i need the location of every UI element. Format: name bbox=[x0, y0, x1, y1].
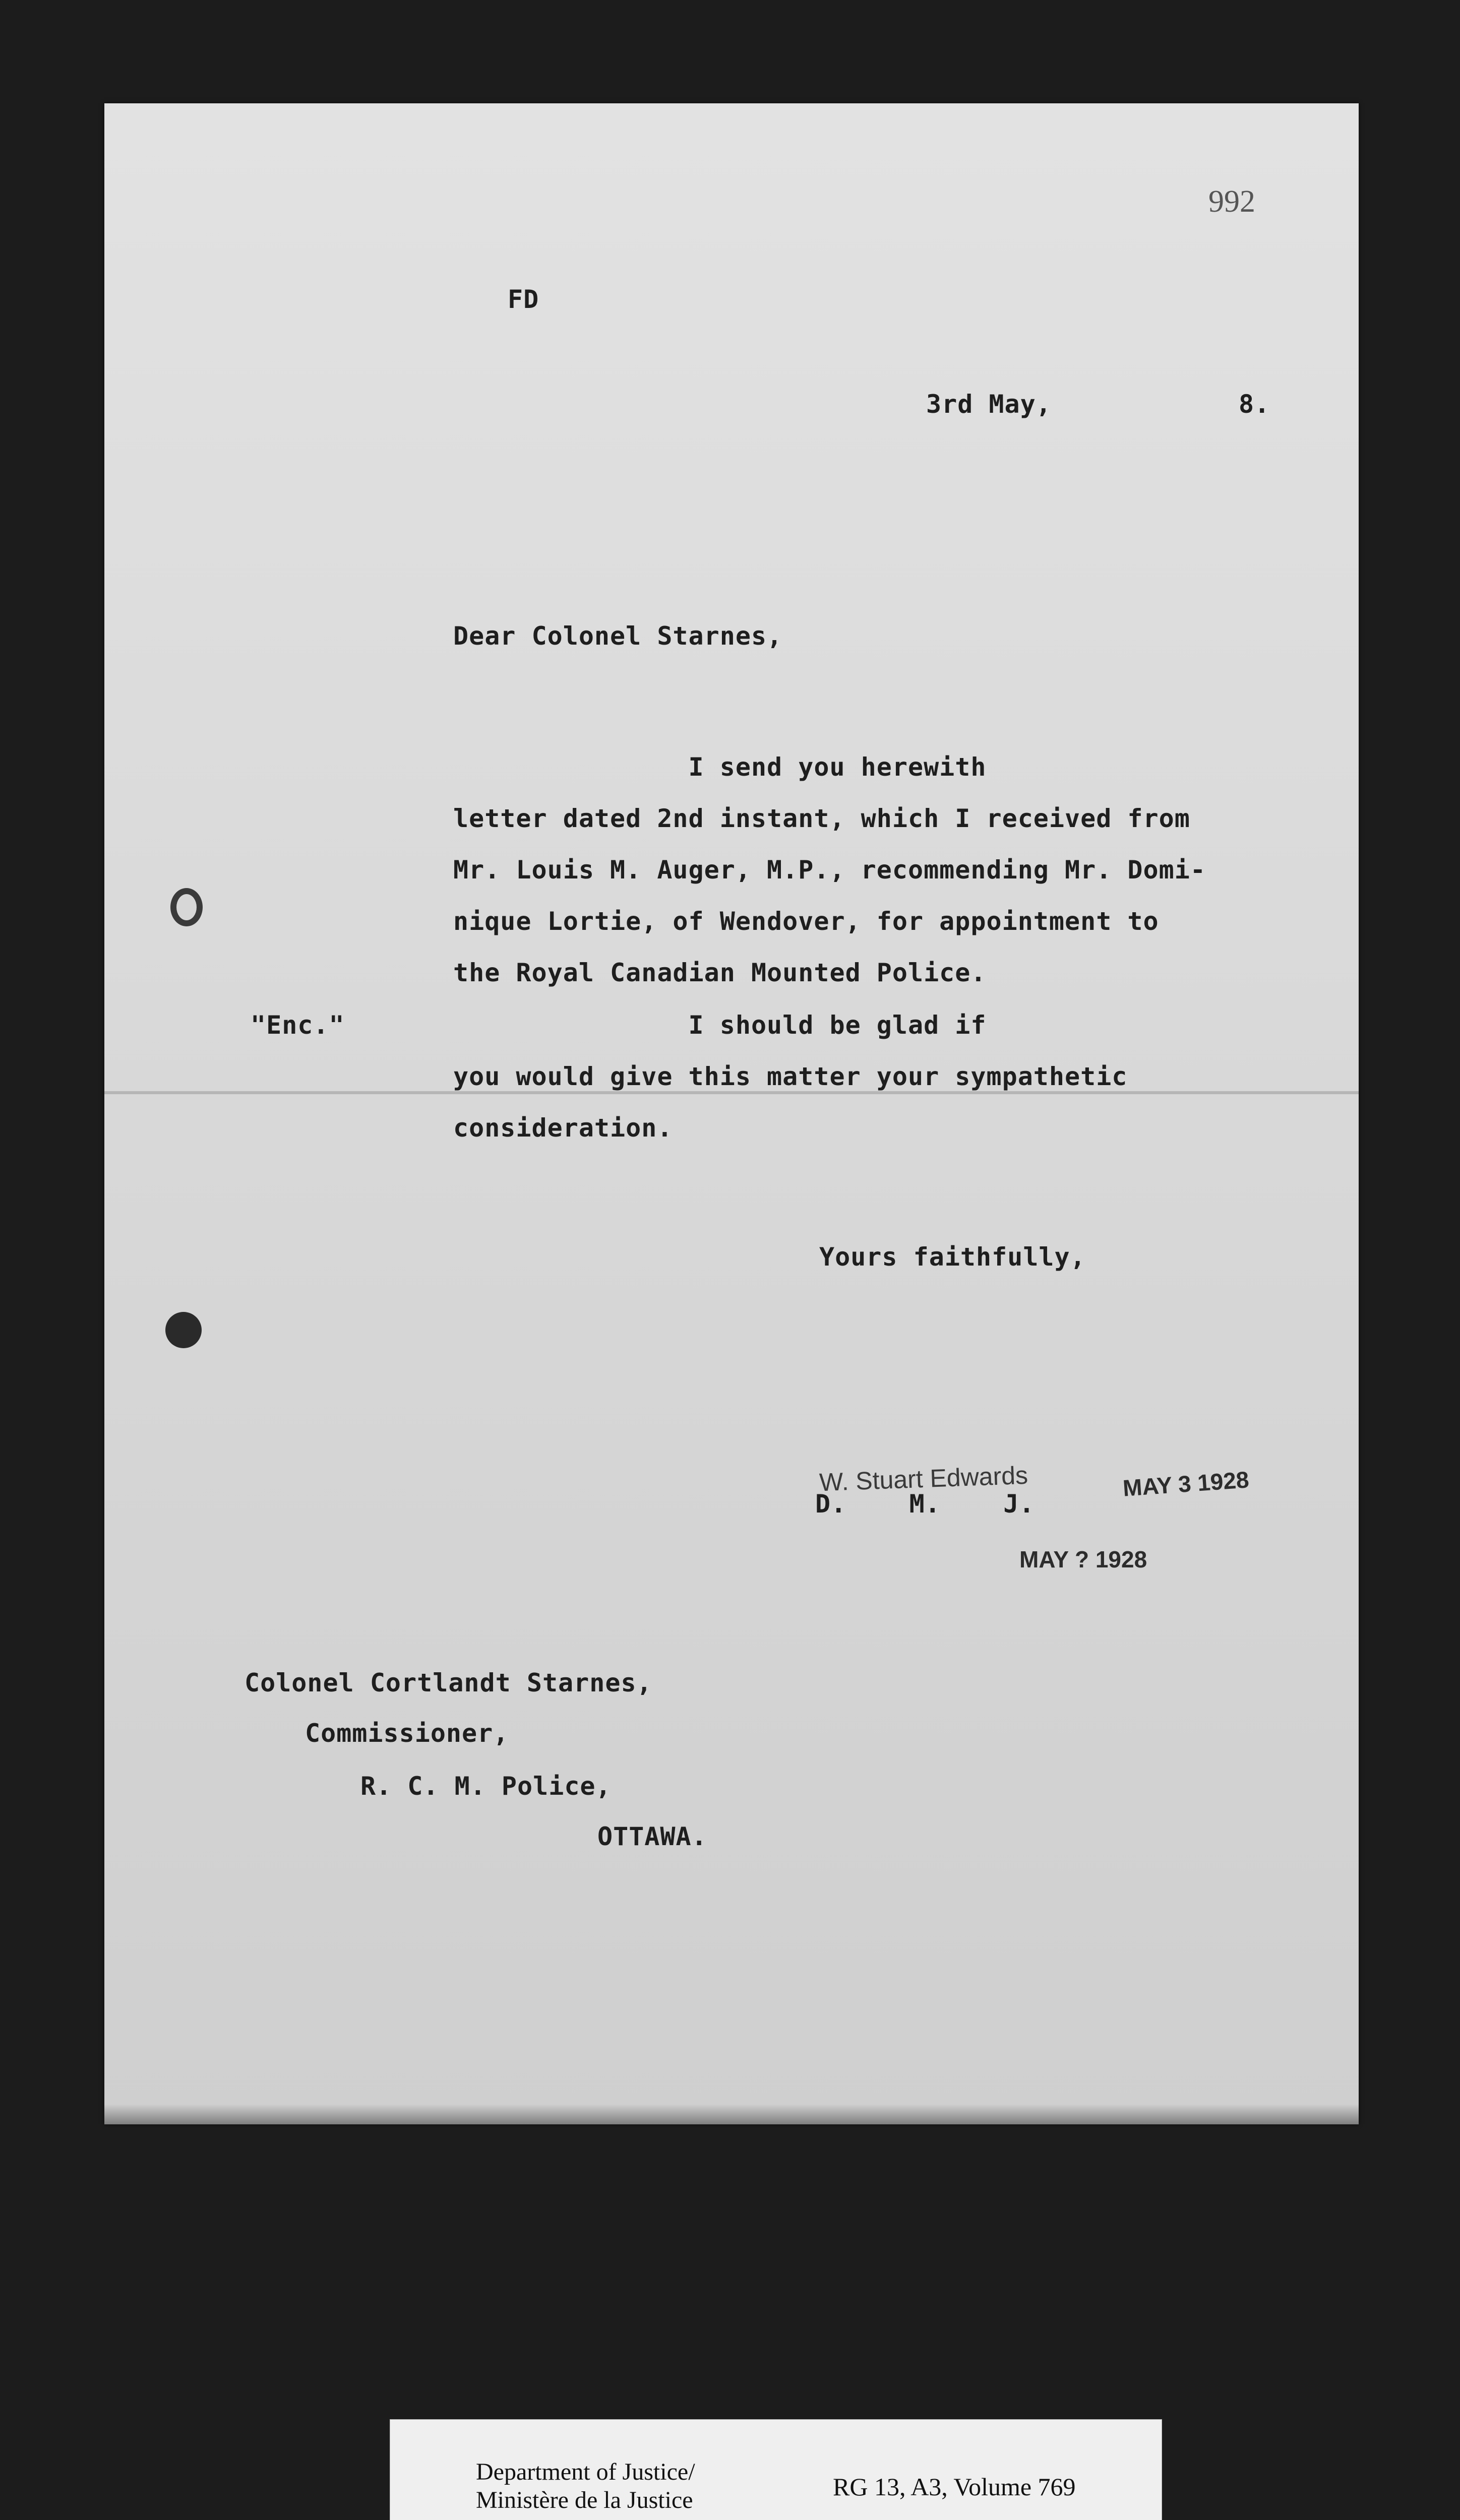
file-initials: FD bbox=[508, 285, 539, 314]
punch-hole bbox=[165, 1312, 202, 1348]
page-number: 992 bbox=[1208, 184, 1255, 219]
addressee-title: Commissioner, bbox=[305, 1719, 509, 1748]
addressee-city: OTTAWA. bbox=[597, 1822, 707, 1851]
archive-reference-label bbox=[390, 2419, 1162, 2520]
signature: W. Stuart Edwards bbox=[819, 1461, 1028, 1497]
date-stamp: MAY ? 1928 bbox=[1019, 1546, 1147, 1572]
fold-line bbox=[104, 1091, 1359, 1094]
addressee-name: Colonel Cortlandt Starnes, bbox=[245, 1668, 652, 1697]
body-line: nique Lortie, of Wendover, for appointment to bbox=[453, 907, 1159, 936]
page-edge-shadow bbox=[104, 2104, 1359, 2124]
letter-date: 3rd May, bbox=[926, 390, 1052, 419]
body-line: I should be glad if bbox=[453, 1011, 987, 1040]
punch-hole bbox=[170, 888, 203, 926]
salutation: Dear Colonel Starnes, bbox=[453, 621, 783, 651]
body-line: letter dated 2nd instant, which I received from bbox=[453, 804, 1190, 833]
department-english: Department of Justice/ bbox=[476, 2459, 695, 2485]
archive-reference: RG 13, A3, Volume 769 bbox=[833, 2473, 1076, 2501]
letter-page bbox=[104, 103, 1359, 2124]
date-stamp: MAY 3 1928 bbox=[1122, 1466, 1250, 1501]
body-line: Mr. Louis M. Auger, M.P., recommending Mr. Domi- bbox=[453, 855, 1206, 885]
body-line: I send you herewith bbox=[453, 752, 987, 782]
enclosure-note: "Enc." bbox=[251, 1011, 345, 1040]
body-line: consideration. bbox=[453, 1113, 673, 1143]
department-french: Ministère de la Justice bbox=[476, 2487, 693, 2513]
body-line: you would give this matter your sympathetic bbox=[453, 1062, 1128, 1091]
initials-dmj: D. M. J. bbox=[815, 1489, 1035, 1519]
closing: Yours faithfully, bbox=[819, 1242, 1086, 1272]
body-line: the Royal Canadian Mounted Police. bbox=[453, 958, 987, 987]
letter-date-suffix: 8. bbox=[1239, 390, 1270, 419]
addressee-org: R. C. M. Police, bbox=[360, 1772, 612, 1801]
